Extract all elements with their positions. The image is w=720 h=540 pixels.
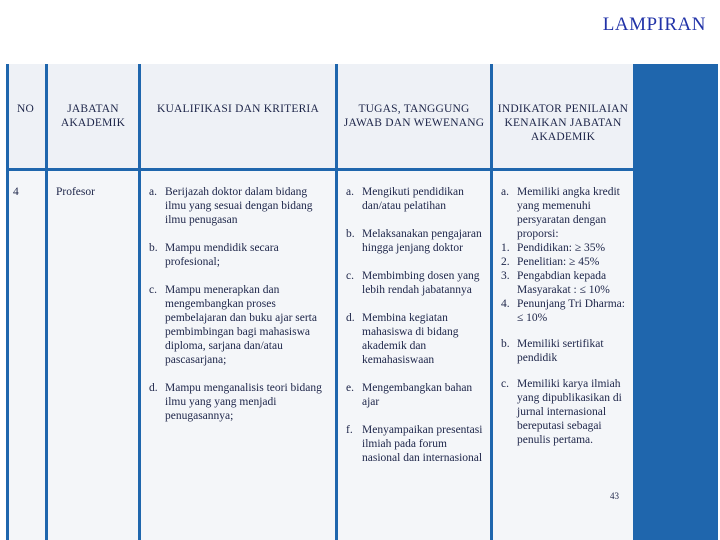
tugas-cell <box>338 171 490 540</box>
sub-item <box>501 255 627 269</box>
list-item <box>346 269 484 297</box>
header-indikator: INDIKATOR PENILAIAN KENAIKAN JABATAN AKADEMIK <box>493 64 633 168</box>
list-text: Membina kegiatan mahasiswa di bidang akademik dan kemahasiswaan <box>362 312 459 366</box>
list-marker: c. <box>501 378 509 390</box>
spacer <box>501 325 627 337</box>
list-text: Mampu menerapkan dan mengembangkan proses pembelajaran dan buku ajar serta pembimbingan bagi mahasiswa diploma, sarjana dan/atau pascasarjana; <box>165 284 317 366</box>
list-marker: e. <box>346 382 354 394</box>
list-marker: c. <box>346 270 354 282</box>
list-marker: b. <box>149 242 158 254</box>
list-marker: b. <box>346 228 355 240</box>
table-panel <box>6 64 718 540</box>
list-item <box>501 377 627 447</box>
list-text: Berijazah doktor dalam bidang ilmu yang sesuai dengan bidang ilmu penugasan <box>165 186 313 226</box>
list-text: Mengembangkan bahan ajar <box>362 382 473 408</box>
list-marker: d. <box>346 312 355 324</box>
list-item <box>149 381 329 423</box>
list-item <box>346 311 484 367</box>
list-item <box>149 283 329 367</box>
sub-text: Penelitian: ≥ 45% <box>517 256 600 268</box>
sub-text: Pendidikan: ≥ 35% <box>517 242 606 254</box>
list-item <box>501 337 627 365</box>
page-title: LAMPIRAN <box>602 14 706 35</box>
sub-text: Pengabdian kepada Masyarakat : ≤ 10% <box>517 270 610 296</box>
list-text: Mampu menganalisis teori bidang ilmu yang yang menjadi penugasannya; <box>165 382 322 422</box>
sub-marker: 2. <box>501 256 510 268</box>
list-text: Memiliki angka kredit yang memenuhi persyaratan dengan proporsi: <box>517 186 620 240</box>
spacer <box>501 365 627 377</box>
page-number: 43 <box>610 491 619 501</box>
sub-marker: 4. <box>501 298 510 310</box>
kualifikasi-cell <box>141 171 335 540</box>
list-text: Menyampaikan presentasi ilmiah pada forum nasional dan internasional <box>362 424 483 464</box>
list-text: Melaksanakan pengajaran hingga jenjang doktor <box>362 228 482 254</box>
header-tugas: TUGAS, TANGGUNG JAWAB DAN WEWENANG <box>338 64 490 168</box>
list-text: Mengikuti pendidikan dan/atau pelatihan <box>362 186 464 212</box>
list-marker: b. <box>501 338 510 350</box>
list-marker: a. <box>501 186 509 198</box>
list-item <box>346 227 484 255</box>
indikator-cell <box>493 171 633 540</box>
list-item <box>149 241 329 269</box>
list-item <box>501 185 627 241</box>
list-item <box>346 381 484 409</box>
list-marker: a. <box>346 186 354 198</box>
list-text: Membimbing dosen yang lebih rendah jabatannya <box>362 270 480 296</box>
list-marker: f. <box>346 424 353 436</box>
list-marker: a. <box>149 186 157 198</box>
sub-text: Penunjang Tri Dharma: ≤ 10% <box>517 298 625 324</box>
list-text: Memiliki karya ilmiah yang dipublikasikan di jurnal internasional bereputasi sebagai penulis pertama. <box>517 378 622 446</box>
list-item <box>346 185 484 213</box>
header-kualifikasi: KUALIFIKASI DAN KRITERIA <box>141 64 335 168</box>
row-jabatan: Profesor <box>48 171 138 540</box>
sub-item <box>501 241 627 255</box>
list-marker: d. <box>149 382 158 394</box>
sub-item <box>501 269 627 297</box>
list-text: Memiliki sertifikat pendidik <box>517 338 604 364</box>
sub-item <box>501 297 627 325</box>
row-no: 4 <box>9 171 45 540</box>
sub-marker: 3. <box>501 270 510 282</box>
list-marker: c. <box>149 284 157 296</box>
list-item <box>346 423 484 465</box>
list-item <box>149 185 329 227</box>
criteria-table <box>6 64 718 540</box>
header-no: NO <box>9 64 45 168</box>
header-jabatan: JABATAN AKADEMIK <box>48 64 138 168</box>
sub-marker: 1. <box>501 242 510 254</box>
list-text: Mampu mendidik secara profesional; <box>165 242 279 268</box>
